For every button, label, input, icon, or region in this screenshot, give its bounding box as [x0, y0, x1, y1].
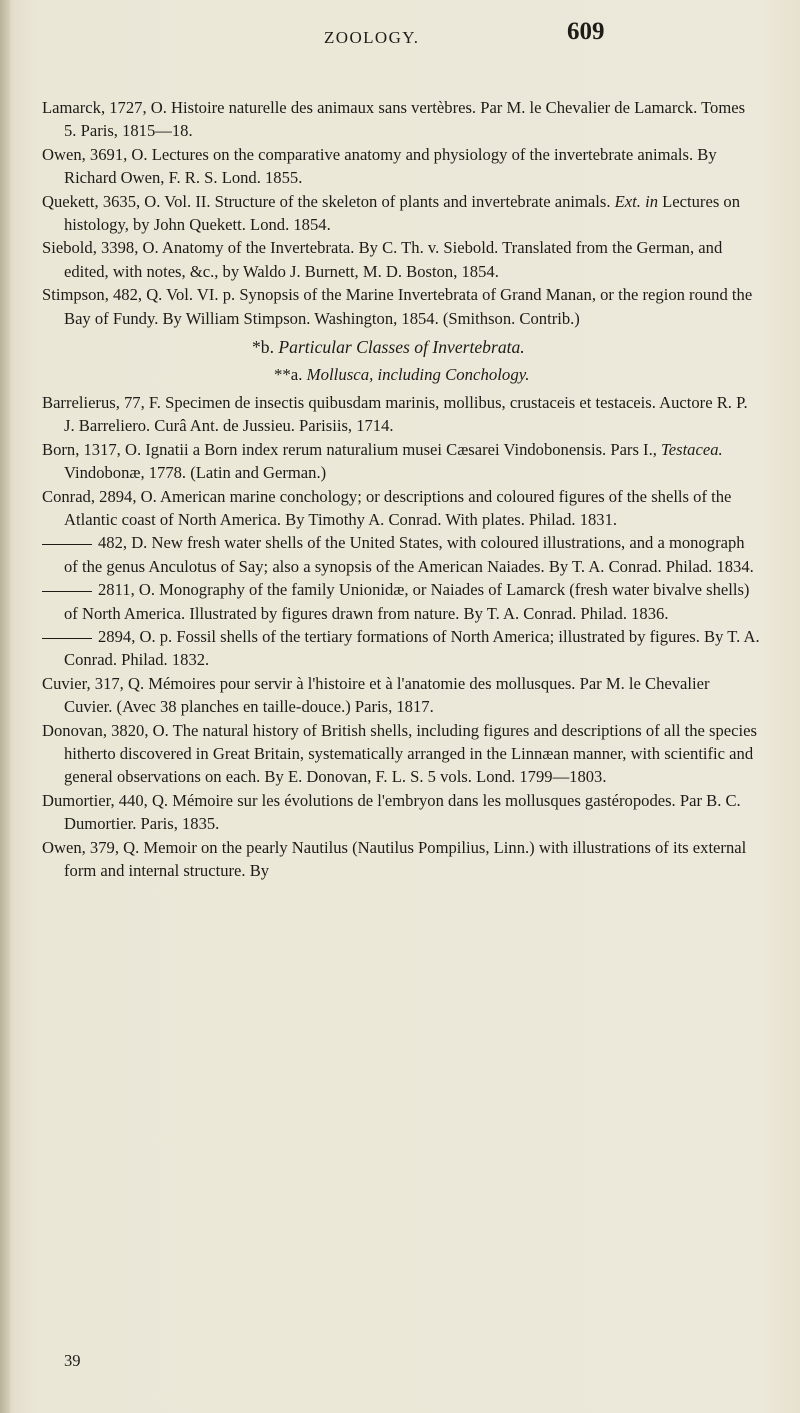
entry-cuvier: Cuvier, 317, Q. Mémoires pour servir à l'histoire et à l'anatomie des mollusques. Par M. le Chevalier Cuvier. (Avec 38 planches en taille-douce.) Paris, 1817.	[42, 673, 710, 717]
entry-siebold: Siebold, 3398, O. Anatomy of the Invertebrata. By C. Th. v. Siebold. Translated from the German, and edited, with notes, &c., by Waldo J. Burnett, M. D. Boston, 1854.	[42, 238, 723, 281]
running-head: ZOOLOGY.	[324, 28, 420, 47]
page-header	[0, 16, 800, 56]
entry-stimpson: Stimpson, 482, Q. Vol. VI. p. Synopsis of the Marine Invertebrata of Grand Manan, or the region round the Bay of Fundy. By William Stimpson. Washington, 1854. (Smithson. Contrib.)	[42, 285, 753, 328]
page-number: 609	[567, 18, 605, 45]
bibliography-text	[42, 96, 760, 882]
entry-conrad-fresh-water	[42, 531, 760, 578]
section-heading-b-marker: *b.	[252, 337, 274, 358]
entry-owen-lectures: Owen, 3691, O. Lectures on the comparative anatomy and physiology of the invertebrate animals. By Richard Owen, F. R. S. Lond. 1855.	[42, 144, 717, 188]
entry-born-post: Vindobonæ, 1778. (Latin and German.)	[64, 463, 327, 483]
entry-conrad-unionidae	[42, 578, 760, 625]
section-heading-a-marker: **a.	[274, 365, 303, 385]
entry-conrad-fossil-text: 2894, O. p. Fossil shells of the tertiary formations of North America; illustrated by figures. By T. A. Conrad. Philad. 1832.	[64, 626, 760, 670]
entry-donovan: Donovan, 3820, O. The natural history of British shells, including figures and descriptions of all the species hitherto discovered in Great Britain, systematically arranged in the Linnæan manner, with scientific and general observations on each. By E. Donovan, F. L. S. 5 vols. Lond. 1799—1803.	[42, 720, 757, 787]
ditto-dash	[42, 638, 92, 639]
entry-quekett-ext: Ext. in	[614, 191, 658, 211]
entry-conrad-fresh-water-text: 482, D. New fresh water shells of the United States, with coloured illustrations, and a monograph of the genus Anculotus of Say; also a synopsis of the American Naiades. By T. A. Conrad. Philad. 1834.	[64, 533, 754, 576]
entry-born-italic: Testacea.	[661, 439, 723, 459]
section-heading-mollusca	[42, 363, 760, 386]
ditto-dash	[42, 591, 92, 592]
page-gutter-shadow	[0, 0, 10, 1413]
entry-born	[42, 438, 760, 485]
entry-conrad-marine: Conrad, 2894, O. American marine conchology; or descriptions and coloured figures of the shells of the Atlantic coast of North America. By Timothy A. Conrad. With plates. Philad. 1831.	[42, 486, 732, 529]
signature-mark: 39	[64, 1351, 81, 1370]
entry-quekett-main: Quekett, 3635, O. Vol. II. Structure of the skeleton of plants and invertebrate animals.	[42, 191, 611, 211]
entry-owen-nautilus: Owen, 379, Q. Memoir on the pearly Nautilus (Nautilus Pompilius, Linn.) with illustrations of its external form and internal structure. By	[42, 837, 747, 880]
entry-dumortier: Dumortier, 440, Q. Mémoire sur les évolutions de l'embryon dans les mollusques gastéropodes. Par B. C. Dumortier. Paris, 1835.	[42, 790, 741, 834]
section-heading-particular-classes	[42, 336, 760, 359]
entry-barrelierus: Barrelierus, 77, F. Specimen de insectis quibusdam marinis, mollibus, crustaceis et testaceis. Auctore R. P. J. Barreliero. Curâ Ant. de Jussieu. Parisiis, 1714.	[42, 392, 748, 436]
entry-quekett	[42, 190, 760, 237]
section-heading-a-title: Mollusca, including Conchology.	[306, 365, 530, 385]
entry-conrad-unionidae-text: 2811, O. Monography of the family Unionidæ, or Naiades of Lamarck (fresh water bivalve shells) of North America. Illustrated by figures drawn from nature. By T. A. Conrad. Philad. 1836.	[64, 580, 750, 623]
entry-lamarck: Lamarck, 1727, O. Histoire naturelle des animaux sans vertèbres. Par M. le Chevalier de Lamarck. Tomes 5. Paris, 1815—18.	[42, 98, 746, 141]
entry-conrad-fossil	[42, 625, 760, 672]
ditto-dash	[42, 544, 92, 545]
entry-born-pre: Born, 1317, O. Ignatii a Born index rerum naturalium musei Cæsarei Vindobonensis. Pars I.,	[42, 439, 662, 459]
entry-quekett-rest: Lectures on histology, by John Quekett. Lond. 1854.	[64, 191, 741, 235]
section-heading-b-title: Particular Classes of Invertebrata.	[278, 337, 525, 358]
